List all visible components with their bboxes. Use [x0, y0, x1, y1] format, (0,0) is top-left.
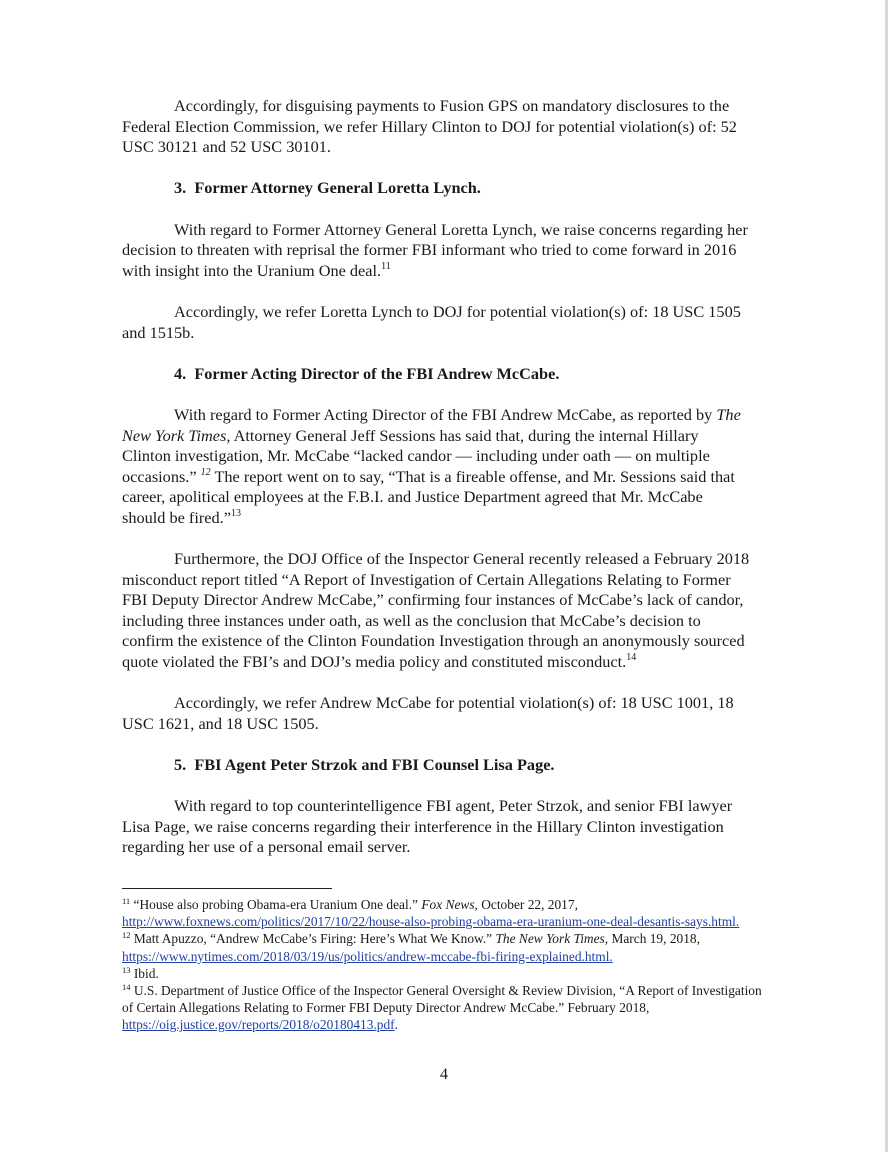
- footnote-publication: Fox News,: [421, 897, 478, 912]
- footnote-text: Matt Apuzzo, “Andrew McCabe’s Firing: Here’s What We Know.”: [130, 931, 496, 947]
- paragraph-strzok-page: With regard to top counterintelligence FBI agent, Peter Strzok, and senior FBI lawyer Lisa Page, we raise concerns regarding their interference in the Hillary Clinton investigation regarding her use of a personal email server.: [122, 796, 733, 857]
- footnote-number: 12: [122, 930, 131, 941]
- footnote-ref-11[interactable]: 11: [381, 260, 391, 272]
- footnote-text: Ibid.: [130, 965, 159, 981]
- paragraph-mccabe-candor: [122, 405, 750, 529]
- footnote-link[interactable]: https://www.nytimes.com/2018/03/19/us/politics/andrew-mccabe-fbi-firing-explained.html.: [122, 948, 613, 964]
- paragraph-mccabe-text-c: The report went on to say, “That is a fireable offense, and Mr. Sessions said that career, apolitical employees at the F.B.I. and Justice Department agreed that Mr. McCabe should be fired.”: [122, 466, 735, 527]
- footnote-text: “House also probing Obama-era Uranium One deal.”: [130, 897, 422, 912]
- footnote-text: March 19, 2018,: [608, 931, 700, 947]
- footnote-ref-13[interactable]: 13: [230, 507, 241, 519]
- paragraph-mccabe-text-a: With regard to Former Acting Director of the FBI Andrew McCabe, as reported by: [174, 404, 717, 424]
- paragraph-lynch-text: With regard to Former Attorney General Loretta Lynch, we raise concerns regarding her decision to threaten with reprisal the former FBI informant who tried to come forward in 2016 with insight into the Uranium One deal.: [122, 219, 748, 280]
- footnote-divider: [122, 888, 332, 889]
- footnote-ref-14[interactable]: 14: [626, 652, 637, 664]
- footnote-11: [122, 896, 762, 930]
- footnote-number: 14: [122, 982, 131, 993]
- footnote-link[interactable]: https://oig.justice.gov/reports/2018/o20180413.pdf: [122, 1017, 395, 1033]
- footnote-13: [122, 965, 762, 982]
- footnote-link[interactable]: http://www.foxnews.com/politics/2017/10/22/house-also-probing-obama-era-uranium-one-deal-desantis-says.html.: [122, 914, 740, 930]
- footnote-text: U.S. Department of Justice Office of the Inspector General Oversight & Review Division, “A Report of Investigation of Certain Allegations Relating to Former FBI Deputy Director Andrew McCabe.” February 2018,: [122, 983, 762, 1016]
- heading-strzok-page: 5. FBI Agent Peter Strzok and FBI Counsel Lisa Page.: [174, 755, 555, 774]
- paragraph-oig-text: Furthermore, the DOJ Office of the Inspector General recently released a February 2018 misconduct report titled “A Report of Investigation of Certain Allegations Relating to Former FBI Deputy Director Andrew McCabe,” confirming four instances of McCabe’s lack of candor, including three instances under oath, as well as the conclusion that McCabe’s decision to confirm the existence of the Clinton Foundation Investigation through an anonymously sourced quote violated the FBI’s and DOJ’s media policy and constituted misconduct.: [122, 549, 750, 672]
- footnote-publication: The New York Times,: [495, 931, 609, 947]
- body-text: [122, 96, 750, 858]
- footnote-ref-12[interactable]: 12: [200, 466, 211, 478]
- footnotes: [122, 896, 762, 1034]
- heading-loretta-lynch: 3. Former Attorney General Loretta Lynch.: [174, 178, 481, 198]
- footnote-text: .: [394, 1017, 398, 1033]
- publication-title: The New York Times: [122, 404, 741, 445]
- paragraph-mccabe-text-b: , Attorney General Jeff Sessions has said that, during the internal Hillary Clinton investigation, Mr. McCabe “lacked candor — including under oath — on multiple occasions.”: [122, 425, 710, 486]
- page-number: 4: [439, 1064, 449, 1083]
- paragraph-mccabe-referral: Accordingly, we refer Andrew McCabe for potential violation(s) of: 18 USC 1001, 18 USC 1621, and 18 USC 1505.: [122, 693, 734, 733]
- paragraph-fusion-gps: Accordingly, for disguising payments to Fusion GPS on mandatory disclosures to the Federal Election Commission, we refer Hillary Clinton to DOJ for potential violation(s) of: 52 USC 30121 and 52 USC 30101.: [122, 96, 737, 157]
- footnote-text: October 22, 2017,: [477, 897, 578, 912]
- paragraph-lynch-referral: Accordingly, we refer Loretta Lynch to DOJ for potential violation(s) of: 18 USC 1505 and 1515b.: [122, 301, 741, 342]
- footnote-number: 11: [122, 896, 131, 906]
- heading-andrew-mccabe: 4. Former Acting Director of the FBI Andrew McCabe.: [174, 363, 560, 383]
- paragraph-lynch-concerns: [122, 220, 750, 282]
- footnote-12: [122, 930, 762, 964]
- footnote-14: [122, 982, 762, 1034]
- paragraph-oig-report: [122, 549, 750, 673]
- footnote-number: 13: [122, 964, 131, 975]
